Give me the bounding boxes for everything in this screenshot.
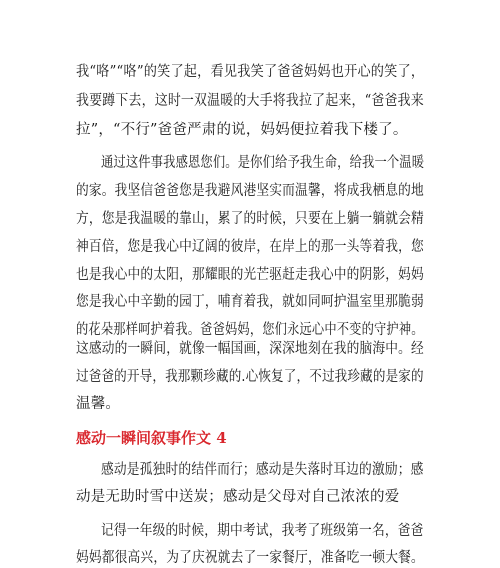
text-line: 通过这件事我感恩您们。是你们给予我生命，给我一个温暖 (101, 155, 425, 171)
text-line: 的花朵那样呵护着我。爸爸妈妈，您们永远心中不变的守护神。 (76, 322, 424, 338)
text-line: 这感动的一瞬间，就像一幅国画，深深地刻在我的脑海中。经 (76, 341, 424, 357)
text-line: 我要蹲下去，这时一双温暖的大手将我拉了起来，“爸爸我来 (76, 93, 424, 109)
text-line: 温馨。 (76, 396, 121, 412)
text-line: 方，您是我温暖的靠山，累了的时候，只要在上躺一躺就会精 (76, 211, 424, 227)
text-line: 拉”，“不行”爸爸严肃的说，妈妈便拉着我下楼了。 (76, 122, 408, 138)
text-line: 也是我心中的太阳，那耀眼的光芒驱赶走我心中的阴影，妈妈 (76, 267, 424, 283)
text-line: 我“咯”“咯”的笑了起，看见我笑了爸爸妈妈也开心的笑了， (76, 64, 425, 80)
text-line: 过爸爸的开导，我那颗珍藏的.心恢复了，不过我珍藏的是家的 (76, 369, 424, 385)
text-line: 的家。我坚信爸爸您是我避风港坚实而温馨，将成我栖息的地 (76, 183, 424, 199)
text-line: 感动是孤独时的结伴而行；感动是失落时耳边的激励；感 (101, 462, 424, 478)
text-line: 妈妈都很高兴，为了庆祝就去了一家餐厅，准备吃一顿大餐。 (76, 550, 424, 566)
text-line: 动是无助时雪中送炭；感动是父母对自己浓浓的爱 (76, 489, 400, 505)
text-line: 神百倍，您是我心中辽阔的彼岸，在岸上的那一头等着我，您 (76, 239, 424, 255)
text-line: 记得一年级的时候，期中考试，我考了班级第一名，爸爸 (101, 523, 424, 539)
text-line: 您是我心中辛勤的园丁，哺育着我，就如同呵护温室里那脆弱 (76, 294, 424, 310)
section-heading: 感动一瞬间叙事作文 4 (76, 429, 227, 447)
